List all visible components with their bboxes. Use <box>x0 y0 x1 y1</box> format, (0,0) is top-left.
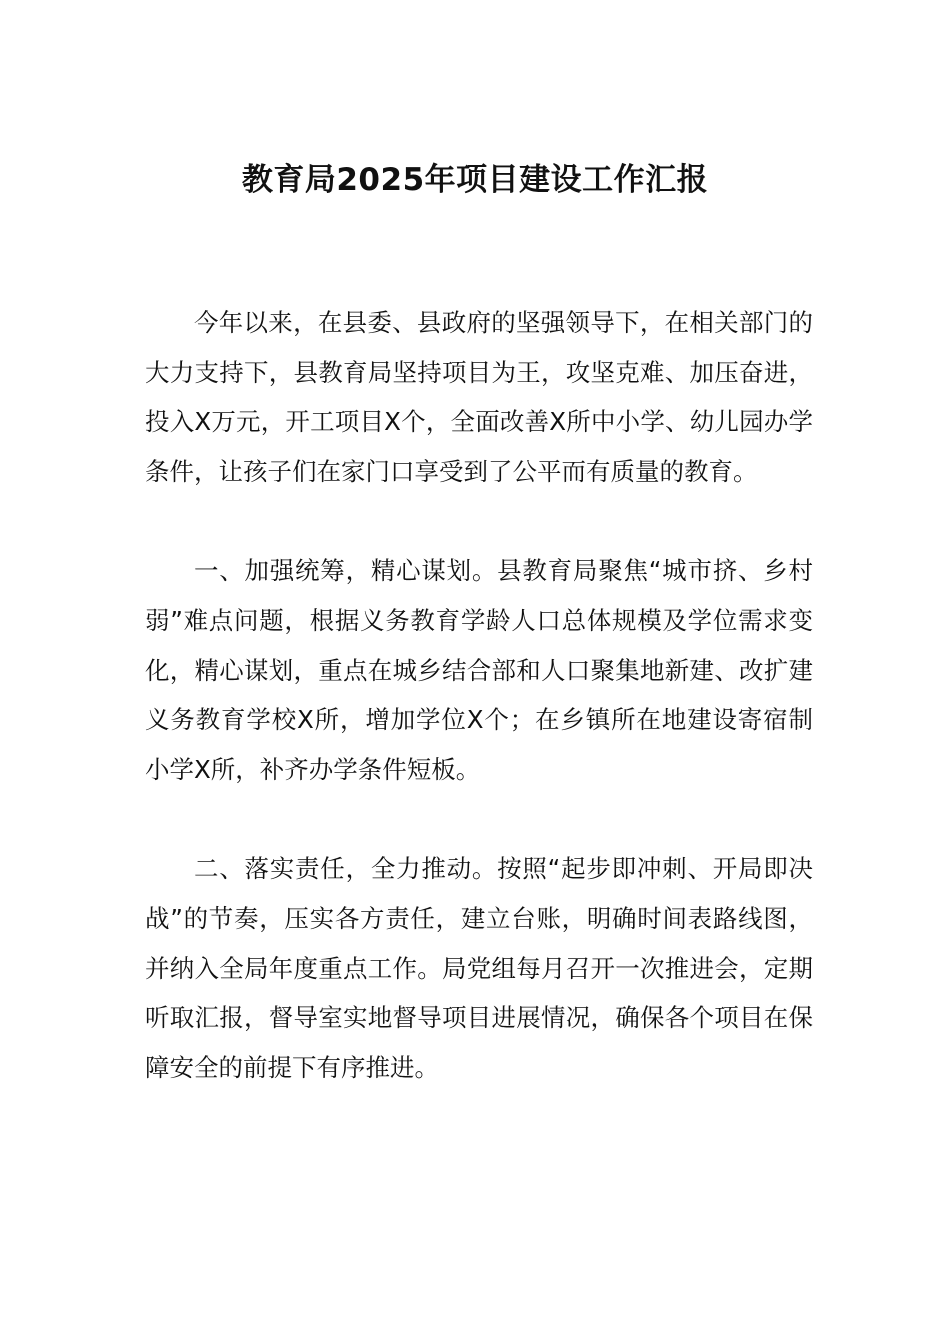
paragraph-section-two: 二、落实责任，全力推动。按照“起步即冲刺、开局即决战”的节奏，压实各方责任，建立台账，明确时间表路线图，并纳入全局年度重点工作。局党组每月召开一次推进会，定期听取汇报，督导室实地督导项目进展情况，确保各个项目在保障安全的前提下有序推进。 <box>145 854 813 1082</box>
paragraph-section-one: 一、加强统筹，精心谋划。县教育局聚焦“城市挤、乡村弱”难点问题，根据义务教育学龄人口总体规模及学位需求变化，精心谋划，重点在城乡结合部和人口聚集地新建、改扩建义务教育学校X所，增加学位X个；在乡镇所在地建设寄宿制小学X所，补齐办学条件短板。 <box>145 556 813 784</box>
document-title: 教育局2025年项目建设工作汇报 <box>241 162 709 198</box>
paragraph-intro: 今年以来，在县委、县政府的坚强领导下，在相关部门的大力支持下，县教育局坚持项目为王，攻坚克难、加压奋进，投入X万元，开工项目X个，全面改善X所中小学、幼儿园办学条件，让孩子们在家门口享受到了公平而有质量的教育。 <box>145 308 813 486</box>
document-body <box>145 298 813 1092</box>
